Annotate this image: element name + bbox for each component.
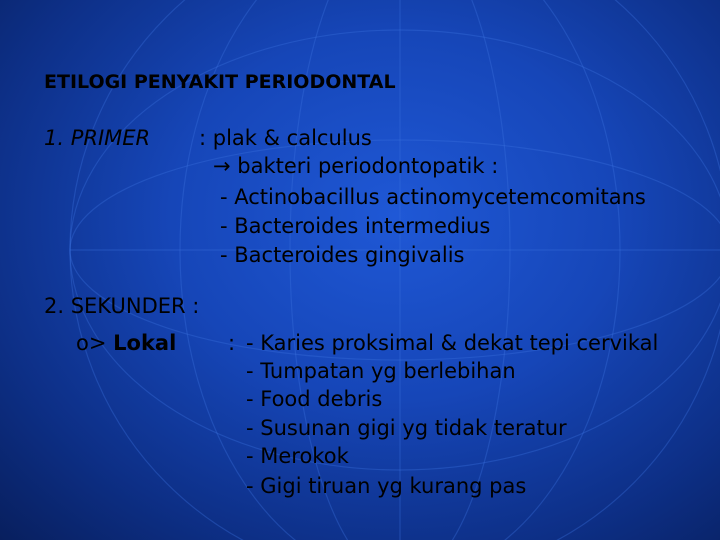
slide-title: ETILOGI PENYAKIT PERIODONTAL [44,71,396,93]
sekunder-item: - Merokok [246,444,349,468]
primer-item: - Bacteroides gingivalis [220,243,465,267]
primer-colon-text: : plak & calculus [199,126,372,150]
primer-arrow-line [213,152,498,180]
right-arrow-icon: → [213,154,231,178]
lokal-prefix: o> [76,331,107,355]
primer-label: 1. PRIMER [44,126,151,150]
lokal-line [76,329,176,357]
sekunder-item: - Karies proksimal & dekat tepi cervikal [246,331,659,355]
primer-arrow-text: bakteri periodontopatik : [237,154,499,178]
sekunder-item: - Susunan gigi yg tidak teratur [246,416,567,440]
lokal-label: Lokal [113,331,177,355]
sekunder-item: - Gigi tiruan yg kurang pas [246,474,527,498]
primer-item: - Bacteroides intermedius [220,214,491,238]
lokal-colon: : [228,331,236,355]
sekunder-item: - Tumpatan yg berlebihan [246,359,516,383]
sekunder-label: 2. SEKUNDER : [44,294,200,318]
primer-item: - Actinobacillus actinomycetemcomitans [220,185,646,209]
sekunder-item: - Food debris [246,387,383,411]
